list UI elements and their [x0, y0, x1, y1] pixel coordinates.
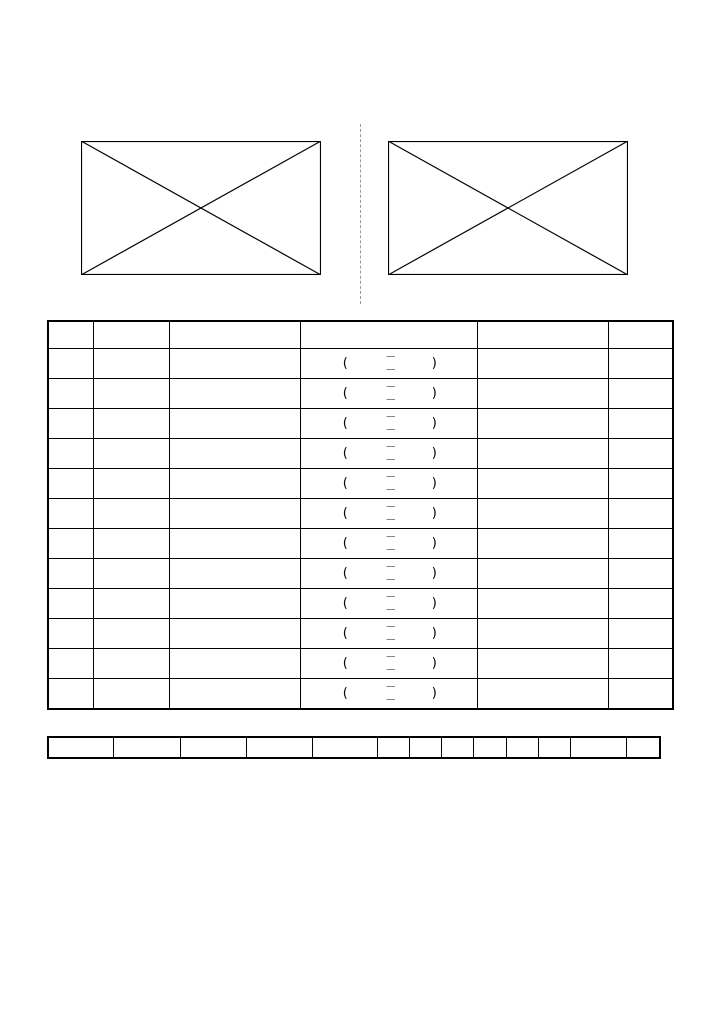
second-half-score [356, 694, 426, 706]
match-time [94, 378, 169, 408]
first-half-score [356, 651, 426, 663]
court-f-lines [388, 141, 628, 275]
paren-open: ( [342, 685, 348, 701]
match-score [300, 348, 477, 378]
first-half-score [356, 681, 426, 693]
first-half-home [356, 651, 370, 663]
match-time [94, 618, 169, 648]
second-half-home [356, 544, 370, 556]
home-team [169, 678, 300, 709]
paren-close: ) [431, 565, 437, 581]
first-half-score [356, 411, 426, 423]
dash: － [385, 679, 397, 693]
dash: － [385, 589, 397, 603]
referee-match [608, 438, 673, 468]
away-team [477, 438, 608, 468]
match-number [48, 648, 94, 678]
away-team [477, 348, 608, 378]
first-half-home [356, 591, 370, 603]
dash: － [385, 572, 397, 586]
court-e-diagram [81, 141, 321, 275]
schedule-row [48, 588, 673, 618]
second-half-home [356, 574, 370, 586]
match-schedule-table [47, 320, 674, 710]
second-half-away [412, 454, 426, 466]
paren-close: ) [431, 415, 437, 431]
first-half-away [412, 381, 426, 393]
second-half-home [356, 664, 370, 676]
paren-open: ( [342, 445, 348, 461]
second-half-home [356, 454, 370, 466]
second-half-score [356, 664, 426, 676]
first-half-score [356, 591, 426, 603]
first-half-away [412, 621, 426, 633]
second-half-score [356, 514, 426, 526]
first-half-score [356, 561, 426, 573]
first-half-score [356, 621, 426, 633]
referee-match [608, 678, 673, 709]
standings-header-cell [538, 737, 570, 758]
second-half-home [356, 424, 370, 436]
second-half-away [412, 484, 426, 496]
match-score [300, 648, 477, 678]
first-half-home [356, 471, 370, 483]
first-half-away [412, 561, 426, 573]
dash: － [385, 362, 397, 376]
away-team [477, 528, 608, 558]
paren-open: ( [342, 655, 348, 671]
away-team [477, 588, 608, 618]
first-half-home [356, 531, 370, 543]
away-team [477, 648, 608, 678]
schedule-header-time [94, 321, 169, 348]
match-score [300, 678, 477, 709]
dash: － [385, 529, 397, 543]
match-time [94, 678, 169, 709]
match-number [48, 468, 94, 498]
match-score [300, 528, 477, 558]
away-team [477, 498, 608, 528]
standings-header-cell [442, 737, 474, 758]
paren-close: ) [431, 535, 437, 551]
match-number [48, 498, 94, 528]
referee-match [608, 348, 673, 378]
match-time [94, 498, 169, 528]
match-number [48, 378, 94, 408]
schedule-header-result [300, 321, 477, 348]
dash: － [385, 349, 397, 363]
away-team [477, 558, 608, 588]
standings-header-cell [181, 737, 247, 758]
dash: － [385, 409, 397, 423]
second-half-score [356, 394, 426, 406]
standings-header-cell [114, 737, 181, 758]
dash: － [385, 632, 397, 646]
match-time [94, 348, 169, 378]
match-time [94, 468, 169, 498]
match-score [300, 558, 477, 588]
dash: － [385, 619, 397, 633]
schedule-header-team1 [169, 321, 300, 348]
dash: － [385, 469, 397, 483]
second-half-away [412, 634, 426, 646]
match-number [48, 528, 94, 558]
standings-header-cell [378, 737, 410, 758]
away-team [477, 468, 608, 498]
match-score [300, 378, 477, 408]
dash: － [385, 482, 397, 496]
second-half-score [356, 454, 426, 466]
referee-match [608, 498, 673, 528]
standings-table-e [47, 736, 661, 759]
first-half-home [356, 621, 370, 633]
first-half-away [412, 651, 426, 663]
match-score [300, 408, 477, 438]
match-score [300, 588, 477, 618]
paren-close: ) [431, 655, 437, 671]
match-score [300, 468, 477, 498]
paren-open: ( [342, 535, 348, 551]
match-number [48, 588, 94, 618]
referee-match [608, 588, 673, 618]
second-half-score [356, 424, 426, 436]
dash: － [385, 512, 397, 526]
schedule-header-row [48, 321, 673, 348]
first-half-away [412, 351, 426, 363]
paren-close: ) [431, 385, 437, 401]
referee-match [608, 528, 673, 558]
away-team [477, 378, 608, 408]
referee-match [608, 648, 673, 678]
second-half-score [356, 544, 426, 556]
second-half-score [356, 364, 426, 376]
second-half-away [412, 514, 426, 526]
first-half-score [356, 531, 426, 543]
dash: － [385, 439, 397, 453]
second-half-away [412, 544, 426, 556]
paren-close: ) [431, 355, 437, 371]
paren-close: ) [431, 685, 437, 701]
away-team [477, 678, 608, 709]
second-half-score [356, 634, 426, 646]
first-half-home [356, 681, 370, 693]
match-score [300, 438, 477, 468]
match-number [48, 618, 94, 648]
schedule-row [48, 498, 673, 528]
paren-open: ( [342, 505, 348, 521]
paren-close: ) [431, 445, 437, 461]
schedule-header-no [48, 321, 94, 348]
match-time [94, 528, 169, 558]
first-half-score [356, 501, 426, 513]
second-half-away [412, 664, 426, 676]
first-half-home [356, 561, 370, 573]
first-half-away [412, 501, 426, 513]
dash: － [385, 662, 397, 676]
dash: － [385, 602, 397, 616]
schedule-row [48, 468, 673, 498]
match-time [94, 588, 169, 618]
standings-header-cell [506, 737, 538, 758]
referee-match [608, 408, 673, 438]
home-team [169, 648, 300, 678]
second-half-away [412, 424, 426, 436]
second-half-away [412, 394, 426, 406]
referee-match [608, 618, 673, 648]
paren-open: ( [342, 475, 348, 491]
dash: － [385, 499, 397, 513]
first-half-score [356, 381, 426, 393]
second-half-away [412, 574, 426, 586]
away-team [477, 408, 608, 438]
match-number [48, 558, 94, 588]
match-score [300, 498, 477, 528]
match-time [94, 558, 169, 588]
match-number [48, 348, 94, 378]
second-half-home [356, 394, 370, 406]
home-team [169, 408, 300, 438]
home-team [169, 528, 300, 558]
schedule-row [48, 528, 673, 558]
first-half-home [356, 501, 370, 513]
schedule-row [48, 618, 673, 648]
dash: － [385, 542, 397, 556]
dash: － [385, 649, 397, 663]
schedule-header-team2 [477, 321, 608, 348]
first-half-score [356, 441, 426, 453]
home-team [169, 618, 300, 648]
home-team [169, 558, 300, 588]
second-half-home [356, 634, 370, 646]
first-half-away [412, 411, 426, 423]
match-number [48, 408, 94, 438]
schedule-header-referee [608, 321, 673, 348]
first-half-home [356, 381, 370, 393]
first-half-away [412, 531, 426, 543]
dash: － [385, 559, 397, 573]
referee-match [608, 558, 673, 588]
second-half-home [356, 364, 370, 376]
paren-open: ( [342, 625, 348, 641]
second-half-away [412, 694, 426, 706]
second-half-home [356, 484, 370, 496]
standings-header-cell [570, 737, 626, 758]
first-half-away [412, 591, 426, 603]
referee-match [608, 468, 673, 498]
court-divider [360, 124, 361, 304]
paren-open: ( [342, 415, 348, 431]
match-time [94, 438, 169, 468]
first-half-away [412, 681, 426, 693]
schedule-row [48, 678, 673, 709]
schedule-row [48, 438, 673, 468]
schedule-row [48, 558, 673, 588]
first-half-score [356, 471, 426, 483]
first-half-away [412, 441, 426, 453]
paren-close: ) [431, 475, 437, 491]
home-team [169, 468, 300, 498]
dash: － [385, 379, 397, 393]
paren-close: ) [431, 625, 437, 641]
paren-open: ( [342, 355, 348, 371]
standings-header-cell [410, 737, 442, 758]
second-half-away [412, 604, 426, 616]
paren-open: ( [342, 385, 348, 401]
match-score [300, 618, 477, 648]
home-team [169, 348, 300, 378]
first-half-score [356, 351, 426, 363]
home-team [169, 498, 300, 528]
dash: － [385, 392, 397, 406]
second-half-score [356, 574, 426, 586]
standings-header-cell [626, 737, 660, 758]
match-time [94, 408, 169, 438]
home-team [169, 438, 300, 468]
second-half-score [356, 604, 426, 616]
paren-close: ) [431, 505, 437, 521]
paren-close: ) [431, 595, 437, 611]
second-half-home [356, 604, 370, 616]
court-f-diagram [388, 141, 628, 275]
second-half-home [356, 514, 370, 526]
schedule-row [48, 648, 673, 678]
court-e-lines [81, 141, 321, 275]
referee-match [608, 378, 673, 408]
second-half-score [356, 484, 426, 496]
first-half-home [356, 351, 370, 363]
home-team [169, 588, 300, 618]
standings-header-cell [246, 737, 312, 758]
standings-header-cell [48, 737, 114, 758]
schedule-row [48, 348, 673, 378]
paren-open: ( [342, 565, 348, 581]
match-number [48, 678, 94, 709]
first-half-away [412, 471, 426, 483]
match-number [48, 438, 94, 468]
second-half-away [412, 364, 426, 376]
standings-header-row [48, 737, 660, 758]
paren-open: ( [342, 595, 348, 611]
dash: － [385, 452, 397, 466]
schedule-row [48, 378, 673, 408]
standings-header-cell [312, 737, 378, 758]
match-time [94, 648, 169, 678]
home-team [169, 378, 300, 408]
away-team [477, 618, 608, 648]
second-half-home [356, 694, 370, 706]
schedule-row [48, 408, 673, 438]
first-half-home [356, 441, 370, 453]
dash: － [385, 692, 397, 706]
dash: － [385, 422, 397, 436]
first-half-home [356, 411, 370, 423]
standings-header-cell [474, 737, 507, 758]
